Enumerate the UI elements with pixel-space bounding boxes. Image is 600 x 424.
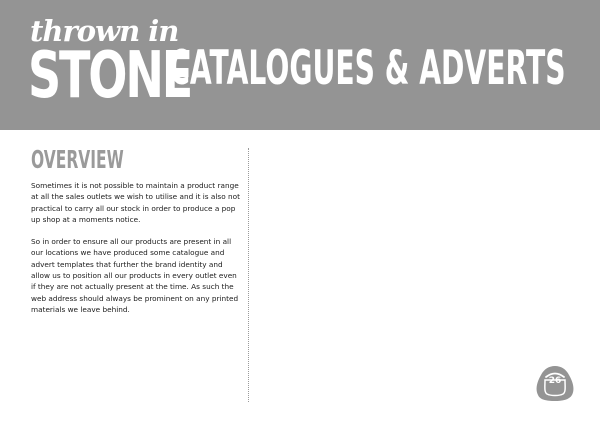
header-banner [0,0,600,130]
overview-paragraph-2: So in order to ensure all our products are present in all our locations we have produced some catalogue and advert templates that further the brand identity and allow us to position all our products in every outlet even if they are not actually present at the time. As such the web address should always be prominent on any printed materials we leave behind. [31,237,239,314]
section-heading: OVERVIEW [31,145,124,174]
page-number-badge [534,361,576,403]
column-divider [248,148,249,402]
overview-paragraph-1: Sometimes it is not possible to maintain a product range at all the sales outlets we wish to utilise and it is also not practical to carry all our stock in order to produce a pop up shop at a moments notice. [31,181,240,224]
overview-section [31,146,241,315]
logo-block-text: STONE [28,39,192,113]
brand-logo [28,14,192,114]
page-number: 26 [548,376,562,386]
logo-script-text: thrown in [30,14,179,48]
page-title: CATALOGUES & ADVERTS [169,41,566,96]
